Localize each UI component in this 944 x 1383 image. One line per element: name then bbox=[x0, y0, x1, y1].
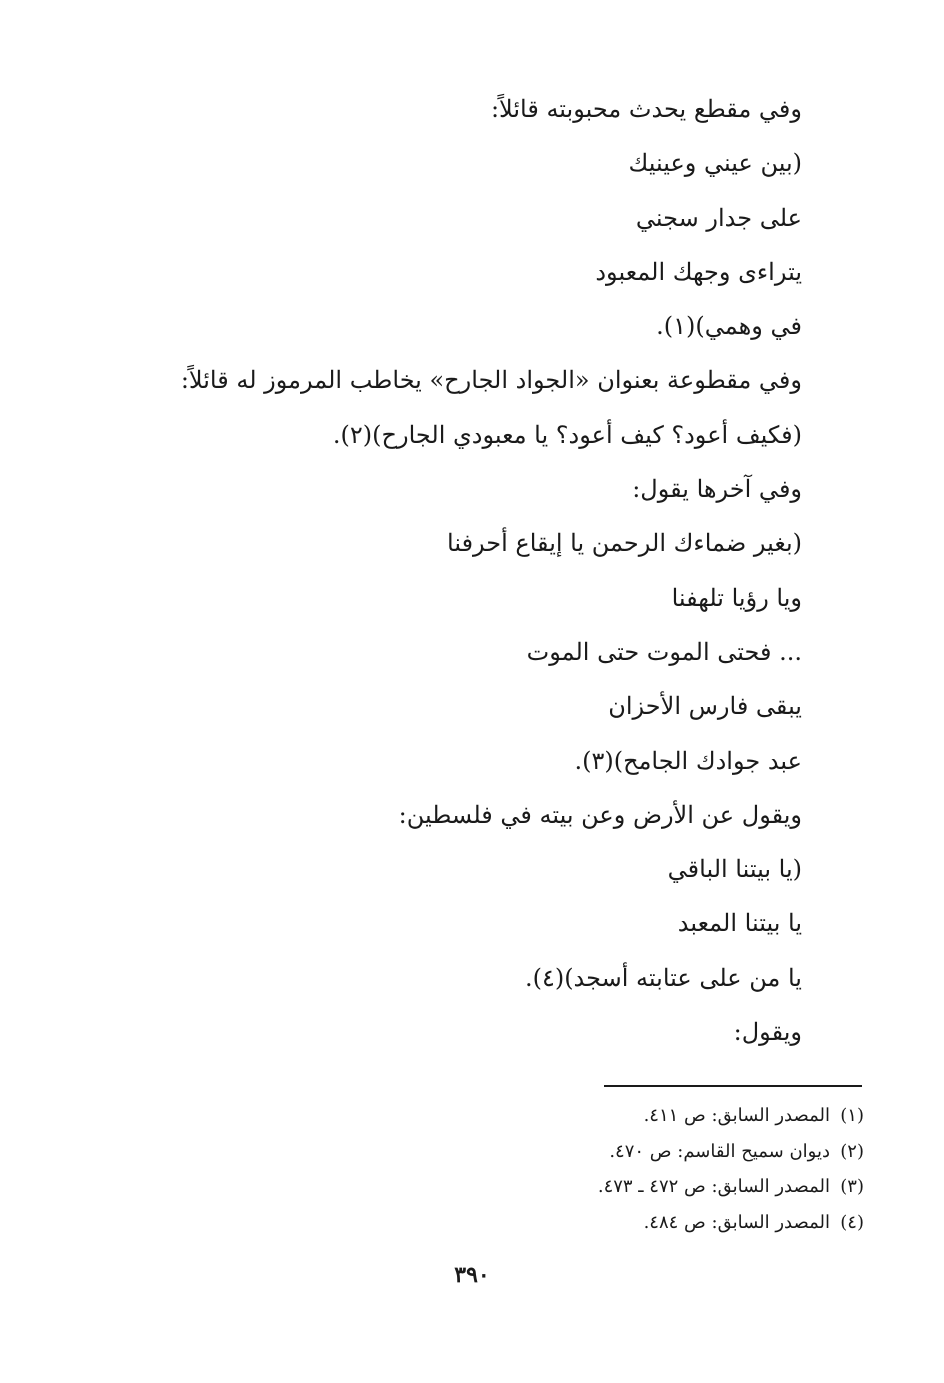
text-line: يتراءى وجهك المعبود bbox=[595, 257, 802, 286]
text-line: (فكيف أعود؟ كيف أعود؟ يا معبودي الجارح)(٢). bbox=[332, 420, 802, 449]
text-line: (بغير ضماءك الرحمن يا إيقاع أحرفنا bbox=[447, 529, 802, 558]
text-line: في وهمي)(١). bbox=[656, 312, 802, 341]
footnotes bbox=[364, 1098, 864, 1240]
footnote bbox=[364, 1169, 864, 1205]
text-line: (يا بيتنا الباقي bbox=[667, 855, 802, 884]
text-line: وفي مقطع يحدث محبوبته قائلاً: bbox=[490, 95, 802, 123]
footnote-text: ديوان سميح القاسم: ص ٤٧٠. bbox=[609, 1140, 830, 1162]
text-line: يا من على عتابته أسجد)(٤). bbox=[524, 963, 802, 992]
text-line: وفي آخرها يقول: bbox=[632, 475, 802, 504]
footnote bbox=[364, 1098, 864, 1134]
text-line: ويا رؤيا تلهفنا bbox=[671, 583, 802, 612]
footnote-divider bbox=[604, 1085, 862, 1087]
footnote-number: (٣) bbox=[840, 1176, 864, 1197]
footnote-text: المصدر السابق: ص ٤٧٢ ـ ٤٧٣. bbox=[597, 1176, 830, 1197]
footnote-number: (٤) bbox=[840, 1211, 864, 1233]
text-line: ويقول عن الأرض وعن بيته في فلسطين: bbox=[398, 800, 802, 829]
footnote bbox=[364, 1134, 864, 1170]
body-text bbox=[122, 82, 802, 1059]
page-number: ٣٩٠ bbox=[454, 1262, 490, 1288]
text-line: (بين عيني وعينيك bbox=[628, 149, 802, 178]
footnote-number: (١) bbox=[840, 1105, 864, 1126]
text-line: عبد جوادك الجامح)(٣). bbox=[574, 746, 802, 775]
text-line: يبقى فارس الأحزان bbox=[608, 692, 802, 721]
footnote-number: (٢) bbox=[840, 1140, 864, 1162]
text-line: وفي مقطوعة بعنوان «الجواد الجارح» يخاطب المرموز له قائلاً: bbox=[180, 366, 802, 395]
text-line: على جدار سجني bbox=[635, 203, 802, 232]
text-line: ويقول: bbox=[733, 1018, 802, 1047]
footnote-text: المصدر السابق: ص ٤١١. bbox=[643, 1105, 830, 1126]
text-line: ... فحتى الموت حتى الموت bbox=[526, 637, 802, 666]
footnote-text: المصدر السابق: ص ٤٨٤. bbox=[643, 1211, 830, 1233]
footnote bbox=[364, 1205, 864, 1241]
text-line: يا بيتنا المعبد bbox=[677, 909, 802, 938]
